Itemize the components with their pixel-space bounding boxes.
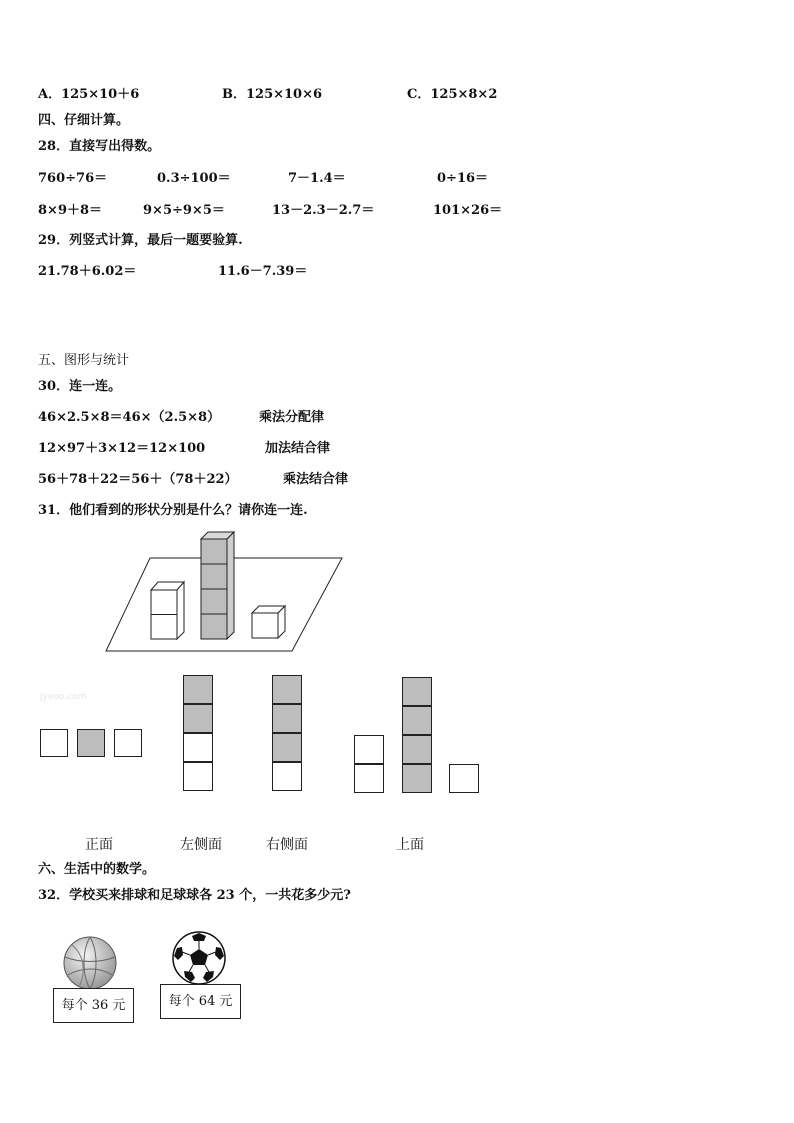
- view-label-right: 右侧面: [266, 837, 308, 853]
- q31-title: 31．他们看到的形状分别是什么？请你连一连.: [38, 503, 308, 518]
- section-4-title: 四、仔细计算。: [38, 113, 130, 128]
- soccer-price-box: [160, 984, 241, 1019]
- watermark: Jyeoo.com: [40, 692, 87, 702]
- view-square-gray: [272, 704, 302, 733]
- q29-item: 21.78＋6.02＝: [38, 264, 137, 279]
- view-label-front: 正面: [85, 837, 113, 853]
- q28-item: 760÷76＝: [38, 171, 108, 186]
- view-label-left: 左侧面: [180, 837, 222, 853]
- cube-arrangement-figure: [100, 528, 350, 656]
- view-square: [272, 762, 302, 791]
- view-label-top: 上面: [396, 837, 424, 853]
- section-6-title: 六、生活中的数学。: [38, 862, 156, 877]
- q32-title: 32．学校买来排球和足球球各 23 个，一共花多少元?: [38, 888, 351, 903]
- view-square-gray: [402, 764, 432, 793]
- view-square-gray: [77, 729, 105, 757]
- q28-item: 8×9＋8＝: [38, 203, 103, 218]
- left-cube-stack: [151, 582, 184, 639]
- view-square-gray: [183, 704, 213, 733]
- q29-item: 11.6－7.39＝: [218, 264, 308, 279]
- view-square: [114, 729, 142, 757]
- volleyball-icon: [62, 935, 118, 991]
- volleyball-price: 每个 36 元: [61, 998, 126, 1013]
- single-cube: [252, 606, 285, 638]
- option-c: C．125×8×2: [407, 87, 498, 102]
- q28-item: 7－1.4＝: [288, 171, 346, 186]
- q30-expression: 46×2.5×8＝46×（2.5×8）: [38, 410, 221, 425]
- view-square: [183, 733, 213, 762]
- view-square-gray: [402, 706, 432, 735]
- section-5-title: 五、图形与统计: [38, 353, 130, 368]
- q28-title: 28．直接写出得数。: [38, 139, 161, 154]
- soccer-price: 每个 64 元: [168, 994, 233, 1009]
- q28-item: 0÷16＝: [437, 171, 489, 186]
- view-square-gray: [272, 733, 302, 762]
- option-b: B．125×10×6: [222, 87, 323, 102]
- q29-title: 29．列竖式计算，最后一题要验算.: [38, 233, 243, 248]
- q30-expression: 12×97＋3×12＝12×100: [38, 441, 206, 456]
- q30-law: 加法结合律: [265, 441, 331, 456]
- view-square: [40, 729, 68, 757]
- soccer-ball-icon: [171, 930, 227, 986]
- q28-item: 0.3÷100＝: [157, 171, 231, 186]
- view-square-gray: [272, 675, 302, 704]
- view-square: [183, 762, 213, 791]
- q30-law: 乘法分配律: [259, 410, 325, 425]
- q30-expression: 56＋78＋22＝56＋（78＋22）: [38, 472, 238, 487]
- view-square-gray: [402, 677, 432, 706]
- q28-item: 13－2.3－2.7＝: [272, 203, 375, 218]
- view-square: [354, 764, 384, 793]
- q28-item: 101×26＝: [433, 203, 503, 218]
- q30-law: 乘法结合律: [283, 472, 349, 487]
- view-square-gray: [402, 735, 432, 764]
- view-square: [354, 735, 384, 764]
- q30-title: 30．连一连。: [38, 379, 122, 394]
- tall-cube-stack: [201, 532, 234, 639]
- option-a: A．125×10＋6: [38, 87, 140, 102]
- view-square: [449, 764, 479, 793]
- view-square-gray: [183, 675, 213, 704]
- q28-item: 9×5÷9×5＝: [143, 203, 225, 218]
- volleyball-price-box: [53, 988, 134, 1023]
